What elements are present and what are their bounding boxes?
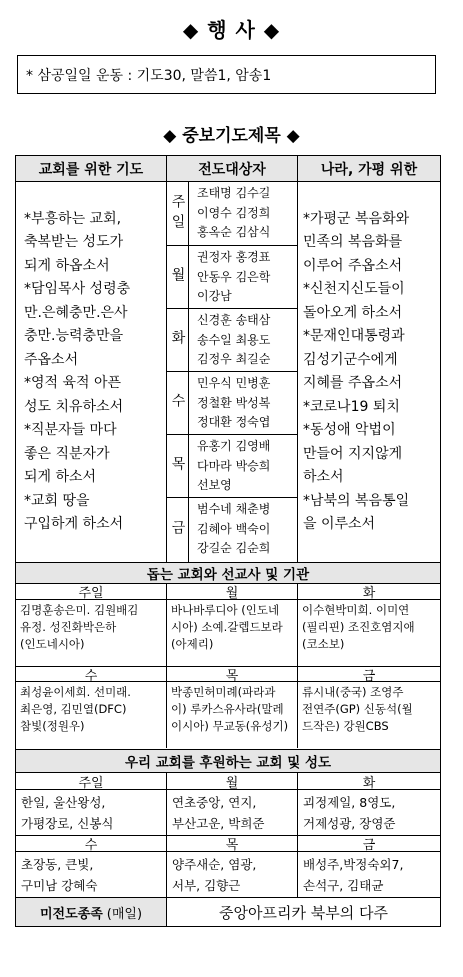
target-day-row [167,497,297,562]
supporter-line: 연초중앙, 연지, [172,795,257,810]
church-prayer-line: *부흥하는 교회, [24,210,122,227]
church-prayer-line: 성도 치유하소서 [24,398,124,415]
mission-day-header: 목 [166,666,297,682]
target-name-line: 송수일 최용도 [197,332,271,347]
nation-prayer-line: *가평군 복음화와 [303,210,410,227]
target-names [189,372,297,434]
mission-line: 김명훈송은미. 김원배김 [20,603,139,617]
nation-prayer-line: 하소서 [303,469,344,485]
supporter-line: 부산고운, 박희준 [172,816,265,831]
supporter-cell [166,790,297,835]
target-names [189,435,297,497]
nation-prayer-line: *남북의 복음통일 [303,492,410,509]
supporter-day-header: 수 [16,835,166,852]
target-names [189,246,297,308]
supporter-line: 거제성광, 장영준 [303,816,396,831]
church-prayer-line: *담임목사 성령충 [24,281,131,297]
mission-line: 전연주(GP) 신동석(월 [302,702,413,716]
target-name-line: 권정자 홍경표 [197,250,271,264]
target-day-row [167,434,297,497]
target-name-line: 다마라 박승희 [197,458,271,473]
church-prayer-line: 충만.능력충만을 [24,328,124,344]
mission-line: 드작은) 강원CBS [302,719,389,733]
unreached-label-cell [16,897,166,926]
church-prayer-line: 되게 하옵소서 [24,257,110,274]
nation-prayer-line: *문재인대통령과 [303,328,405,344]
nation-prayer-line: 김성기군수에게 [303,351,398,368]
supporter-day-header: 목 [166,835,297,852]
supporter-day-header: 화 [297,773,440,790]
church-prayer-line: 만.은혜충만.은사 [24,304,128,321]
mission-cell [16,600,166,666]
unreached-label-suffix: (매일) [106,906,143,922]
church-prayer-list [24,208,130,537]
supporter-line: 구미남 강혜숙 [21,878,98,893]
event-box [17,55,436,94]
header-nation: 나라, 가평 위한 [297,156,440,182]
target-day-row [167,371,297,434]
church-prayer-line: 축복받는 성도가 [24,234,124,250]
nation-prayer-line: 을 이루소서 [303,516,376,532]
nation-prayer-list [303,208,409,537]
header-church: 교회를 위한 기도 [16,156,166,182]
nation-prayer-line: 지혜를 주옵소서 [303,375,403,391]
supporter-line: 가평장로, 신봉식 [21,816,114,831]
church-prayer-line: 좋은 직분자가 [24,445,110,462]
target-name-line: 민우식 민병훈 [197,376,271,390]
missions-title: 돕는 교회와 선교사 및 기관 [16,562,440,584]
supporter-cell [16,852,166,897]
mission-line: (아제리) [171,637,214,651]
supporter-line: 초장동, 큰빛, [21,857,94,872]
church-prayer-line: 주옵소서 [24,351,79,368]
nation-prayer-line: 이루어 주옵소서 [303,257,403,274]
supporter-cell [297,852,440,897]
nation-prayer-line: *코로나19 퇴치 [303,398,400,415]
event-line: * 삼공일일 운동 : 기도30, 말씀1, 암송1 [26,67,272,84]
mission-day-header: 주일 [16,584,166,600]
supporter-cell [297,790,440,835]
targets-cell [166,182,297,562]
unreached-label: 미전도종족 [39,906,103,922]
supporter-day-header: 월 [166,773,297,790]
mission-line: 박종민허미례(파라과 [171,685,276,699]
target-name-line: 범수네 채춘병 [197,502,271,516]
mission-line: 바나바루디아 (인도네 [171,603,280,617]
header-targets: 전도대상자 [166,156,297,182]
target-name-line: 김정우 최길순 [197,352,271,366]
target-name-line: 선보영 [197,478,232,492]
supporter-cell [16,790,166,835]
target-day-label: 수 [169,393,186,413]
target-day [167,372,189,434]
mission-line: 이) 루카스유사라(말레 [171,702,284,716]
mission-line: 이시아) 무교동(유성기) [171,719,289,733]
mission-line: (필리핀) 조진호염지애 [302,620,415,634]
church-prayer-line: *영적 육적 아픈 [24,375,122,391]
unreached-value: 중앙아프리카 북부의 다주 [166,897,440,926]
mission-line: 최성윤이세희. 선미래. [20,685,131,699]
target-day-row [167,182,297,245]
mission-line: (코소보) [302,637,345,651]
supporter-line: 배성주,박정숙외7, [303,857,404,872]
nation-prayer-line: *신천지신도들이 [303,281,405,297]
mission-cell [166,682,297,748]
mission-line: 유정. 성진화박은하 [20,620,117,634]
target-names [189,182,297,245]
supporters-title: 우리 교회를 후원하는 교회 및 성도 [16,749,440,773]
target-name-line: 유홍기 김영배 [197,439,271,453]
mission-line: 류시내(중국) 조영주 [302,685,404,699]
mission-line: 최은영, 김민열(DFC) [20,702,127,716]
target-day-label: 주일 [169,193,186,234]
nation-prayer-line: *동성애 악법이 [303,422,396,438]
target-name-line: 정철환 박성복 [197,395,271,410]
target-day [167,498,189,562]
target-name-line: 정대환 정숙엽 [197,415,271,429]
target-name-line: 조태명 김수길 [197,186,271,200]
target-name-line: 신경훈 송태삼 [197,313,271,327]
nation-prayer-line: 돌아오게 하소서 [303,304,403,321]
supporter-line: 양주새순, 염광, [172,857,257,872]
target-name-line: 홍옥순 김삼식 [197,225,271,239]
target-day [167,309,189,371]
church-prayer-cell [16,182,166,562]
target-day-label: 금 [169,520,186,540]
church-prayer-line: 되게 하소서 [24,469,97,485]
mission-line: (인도네시아) [20,637,85,651]
mission-cell [166,600,297,666]
target-day-row [167,308,297,371]
target-name-line: 강길순 김순희 [197,541,271,555]
target-names [189,498,297,562]
supporter-line: 서부, 김향근 [172,878,241,893]
target-day-row [167,245,297,308]
mission-cell [297,682,440,748]
supporter-cell [166,852,297,897]
prayer-title: ◆ 중보기도제목 ◆ [163,126,300,146]
church-prayer-line: *직분자들 마다 [24,422,117,438]
supporter-line: 괴정제일, 8영도, [303,795,396,810]
mission-line: 이수현박미희. 이미연 [302,603,410,617]
supporter-line: 손석구, 김태균 [303,878,384,893]
nation-prayer-line: 만들어 지지않게 [303,445,403,462]
nation-prayer-cell [297,182,440,562]
target-day-label: 목 [169,456,186,476]
mission-cell [16,682,166,748]
mission-cell [297,600,440,666]
target-name-line: 김혜아 백숙이 [197,521,271,536]
church-prayer-line: *교회 땅을 [24,492,90,509]
target-day-label: 월 [169,267,186,287]
target-name-line: 이영수 김정희 [197,205,271,220]
mission-day-header: 수 [16,666,166,682]
target-day [167,182,189,245]
church-prayer-line: 구입하게 하소서 [24,516,124,532]
target-day [167,435,189,497]
mission-day-header: 금 [297,666,440,682]
target-name-line: 이강남 [197,289,232,303]
mission-line: 시아) 소예.갈렙드보라 [171,620,283,634]
target-day-label: 화 [169,330,186,350]
event-title: ◆ 행 사 ◆ [182,18,281,42]
mission-day-header: 월 [166,584,297,600]
supporter-line: 한일, 울산왕성, [21,795,106,810]
target-names [189,309,297,371]
mission-line: 참빛(정원우) [20,719,85,733]
target-day [167,246,189,308]
prayer-table [15,155,441,927]
nation-prayer-line: 민족의 복음화를 [303,234,403,250]
mission-day-header: 화 [297,584,440,600]
supporter-day-header: 금 [297,835,440,852]
target-name-line: 안동우 김은학 [197,269,271,284]
supporter-day-header: 주일 [16,773,166,790]
